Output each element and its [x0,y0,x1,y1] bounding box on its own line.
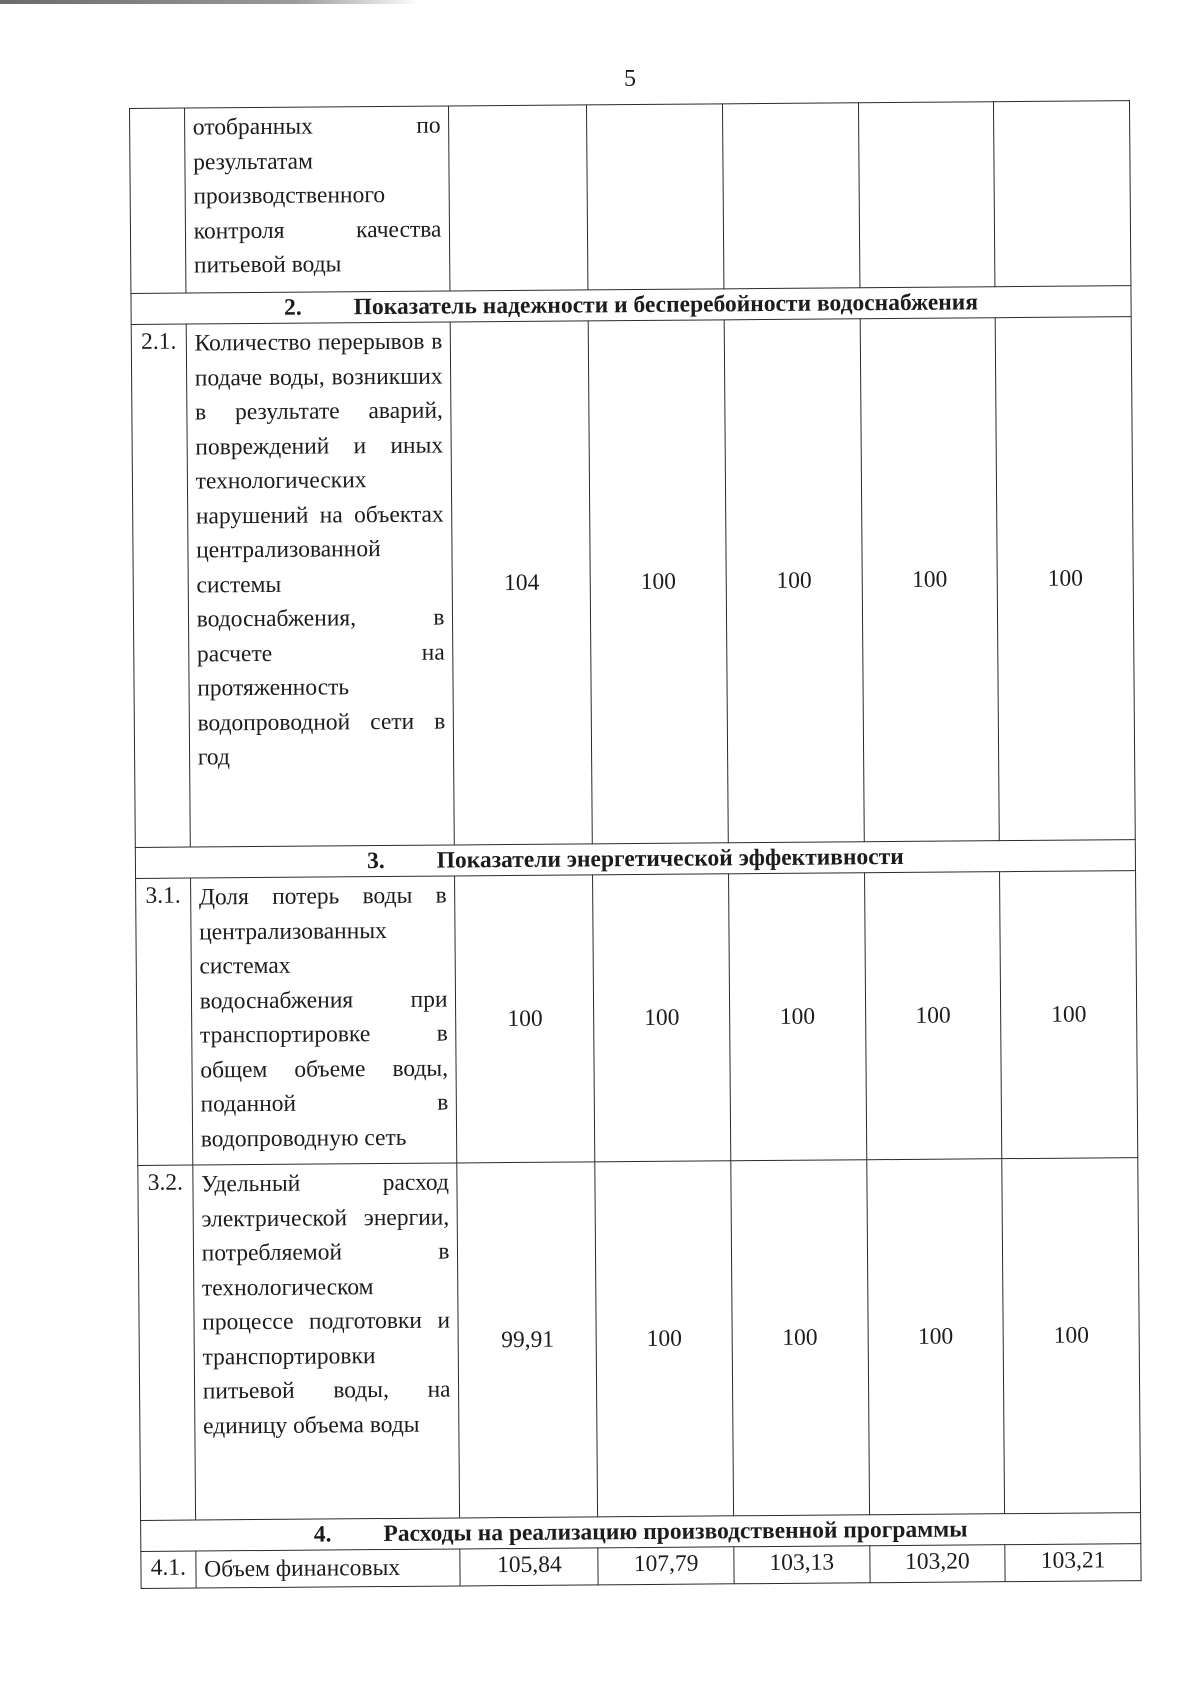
row-description: отобранных по результатам производственного контроля качества питьевой воды [184,106,450,293]
value-cell: 100 [731,1160,869,1516]
value-cell: 99,91 [457,1162,598,1518]
value-cell: 104 [451,321,593,845]
scan-edge-shadow [0,0,420,4]
indicators-table [129,100,1142,1589]
value-cell: 100 [729,873,867,1161]
value-cell: 100 [724,319,864,843]
section-title: Показатель надежности и бесперебойности водоснабжения [353,289,979,321]
section-title: Показатели энергетической эффективности [436,843,904,874]
table-row [136,871,1138,1166]
value-cell: 100 [593,874,731,1162]
value-cell: 100 [1002,1158,1141,1514]
section-number: 2. [284,294,302,321]
value-cell: 103,21 [1005,1544,1141,1582]
row-number: 3.1. [136,878,193,1165]
row-number: 4.1. [141,1551,196,1588]
value-cell [858,102,995,288]
value-cell: 100 [595,1161,733,1517]
section-number: 4. [313,1521,332,1548]
table-row [141,1544,1141,1589]
value-cell [722,103,859,289]
table-row [138,1158,1141,1521]
value-cell [994,101,1131,287]
table-row [130,101,1131,294]
table-row [131,317,1135,848]
value-cell: 100 [995,317,1135,841]
row-description: Количество перерывов в подаче воды, возникших в результате аварий, повреждений и иных технологических нарушений на объектах централизованной системы водоснабжения, в расчете на протяженность водопроводной сети в год [186,322,455,847]
page-number: 5 [624,66,636,92]
value-cell: 103,20 [869,1545,1005,1583]
value-cell: 100 [866,1159,1004,1515]
value-cell: 107,79 [598,1547,734,1585]
row-number: 2.1. [131,324,190,847]
value-cell [449,105,588,291]
row-description: Удельный расход электрической энергии, потребляемой в технологическом процессе подготовки и транспортировки питьевой воды, на единицу объема воды [193,1163,461,1520]
section-title: Расходы на реализацию производственной программы [383,1516,968,1548]
row-number [130,108,186,293]
value-cell: 100 [455,875,595,1163]
row-description: Доля потерь воды в централизованных системах водоснабжения при транспортировке в общем объеме воды, поданной в водопроводную сеть [190,876,457,1165]
value-cell: 100 [1000,871,1138,1159]
row-number: 3.2. [138,1165,195,1520]
section-number: 3. [366,848,385,875]
value-cell: 100 [588,320,728,844]
value-cell: 103,13 [734,1546,870,1584]
row-description: Объем финансовых [196,1549,461,1588]
value-cell: 105,84 [460,1548,598,1586]
value-cell: 100 [864,872,1002,1160]
value-cell: 100 [860,318,1000,842]
value-cell [587,104,724,290]
